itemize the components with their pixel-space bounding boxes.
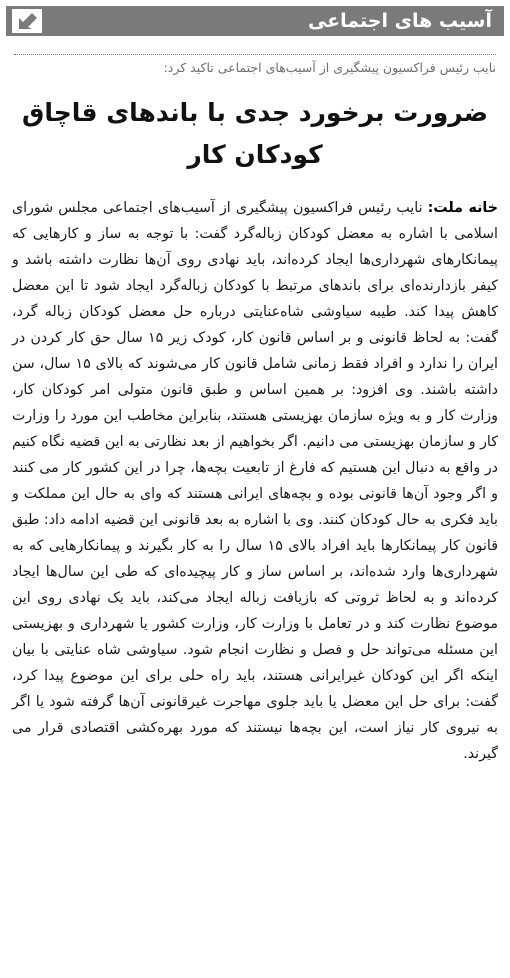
article-body-text: نایب رئیس فراکسیون پیشگیری از آسیب‌های اجتماعی مجلس شورای اسلامی با اشاره به معضل کودکان زباله‌گرد گفت: با توجه به ساز و کارهایی که پیمانکارهای شهرداری‌ها ایجاد کرده‌اند، باید نهادی روی آن‌ها نظارت داشته باشد و کیفر بازدارنده‌ای برای باندهای مرتبط با کودکان زباله‌گرد ایجاد شود تا این معضل کاهش پیدا کند. طیبه سیاوشی شاه‌عنایتی درباره حل معضل کودکان زباله گرد، گفت: به لحاظ قانونی و بر اساس قانون کار، کودک زیر ۱۵ سال حق کار کردن در ایران را ندارد و افراد فقط زمانی شامل قانون کار می‌شوند که بالای ۱۵ سال، سن داشته باشند. وی افزود: بر همین اساس و طبق قانون متولی امر کودکان کار، وزارت کار و به ویژه سازمان بهزیستی هستند، بنابراین مخاطب این مورد را وزارت کار و سازمان بهزیستی می دانیم. اگر بخواهیم از بعد نظارتی به این قضیه نگاه کنیم در واقع به دنبال این هستیم که فارغ از تابعیت بچه‌ها، چرا در این کشور کار می کنند و اگر وجود آن‌ها قانونی بوده و بچه‌های ایرانی هستند که وای به حال این مملکت و باید فکری به حال کودکان کنند. وی با اشاره به بعد قانونی این قضیه ادامه داد: طبق قانون کار پیمانکارها باید افراد بالای ۱۵ سال را به کار بگیرند و پیمانکارهایی که به شهرداری‌ها وارد شده‌اند، بر اساس ساز و کار پیچیده‌ای که طی این سال‌ها ایجاد کرده‌اند و به لحاظ ثروتی که بازیافت زباله ایجاد می‌کند، باید یک نهادی روی این موضوع نظارت کند و در تعامل با وزارت کار، وزارت کشور یا شهرداری و بهزیستی این مسئله می‌تواند حل و فصل و نظارت انجام شود. سیاوشی شاه عنایتی با بیان اینکه اگر این کودکان غیرایرانی هستند، باید راه حلی برای این موضوع پیدا کرد، گفت: برای حل این معضل یا باید جلوی مهاجرت غیرقانونی آن‌ها گرفته شود یا اگر به نیروی کار نیاز است، این بچه‌ها نیستند که مورد بهره‌کشی اقتصادی قرار می گیرند.: [12, 200, 498, 762]
lead-label: خانه ملت:: [427, 200, 498, 216]
article-kicker: نایب رئیس فراکسیون پیشگیری از آسیب‌های اجتماعی تاکید کرد:: [163, 60, 496, 75]
section-title: آسیب های اجتماعی: [307, 10, 492, 32]
kicker-divider: [14, 54, 496, 55]
section-header: [6, 6, 504, 36]
article-body: [12, 195, 498, 767]
article-headline: ضرورت برخورد جدی با باندهای قاچاق کودکان کار: [21, 98, 489, 169]
arrow-down-left-icon: [12, 9, 42, 33]
